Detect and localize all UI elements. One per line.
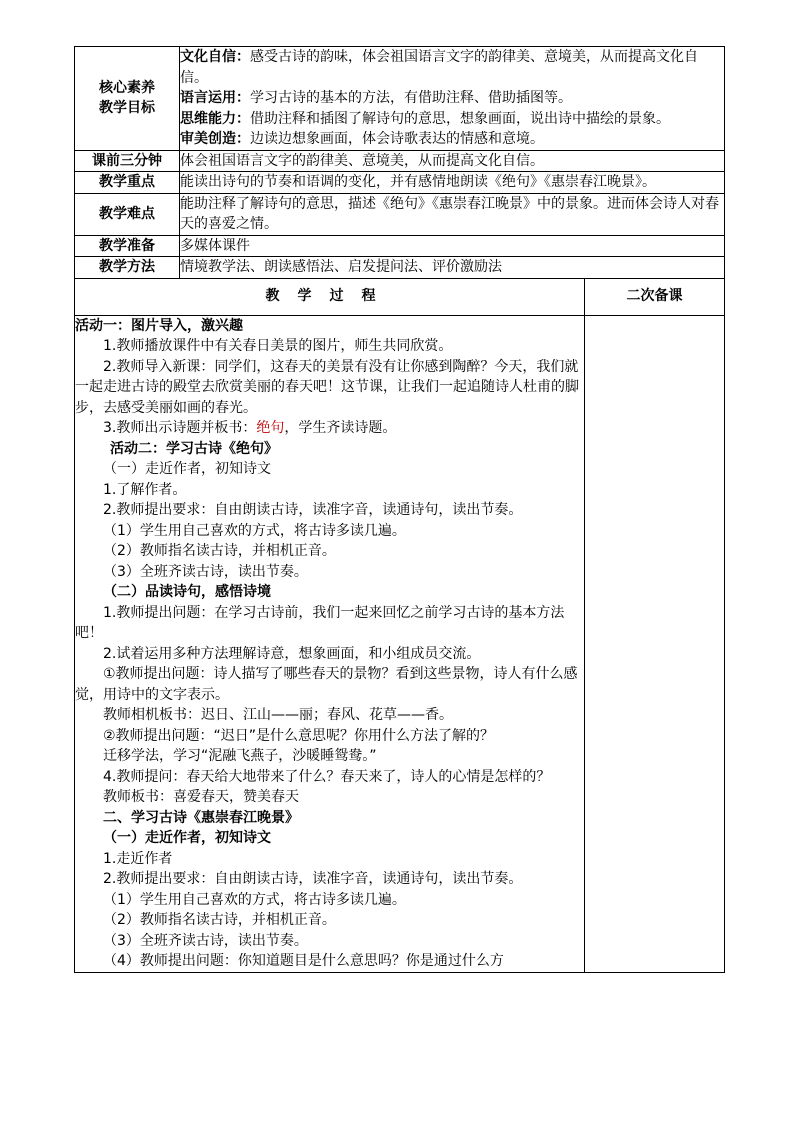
process-line: 迁移学法，学习“泥融飞燕子，沙暖睡鸳鸯。” <box>103 748 377 764</box>
process-line: 1.教师提出问题：在学习古诗前，我们一起来回忆之前学习古诗的基本方法吧！ <box>75 604 565 641</box>
key-points-content: 能读出诗句的节奏和语调的变化，并有感情地朗读《绝句》《惠崇春江晚景》。 <box>180 172 725 194</box>
process-line: 1.了解作者。 <box>103 481 187 498</box>
process-line: （2）教师指名读古诗，并相机正音。 <box>103 912 336 928</box>
goal-key: 思维能力： <box>180 110 250 127</box>
process-line: 2.试着运用多种方法理解诗意，想象画面，和小组成员交流。 <box>103 645 481 662</box>
goals-content <box>180 47 725 151</box>
process-line: （3）全班齐读古诗，读出节奏。 <box>103 932 308 949</box>
goal-value: 学习古诗的基本的方法，有借助注释、借助插图等。 <box>250 90 572 106</box>
key-points-label: 教学重点 <box>75 172 180 194</box>
goal-item <box>180 129 724 150</box>
pre-class-content: 体会祖国语言文字的韵律美、意境美，从而提高文化自信。 <box>180 150 725 172</box>
goal-item <box>180 47 724 88</box>
preparation-row <box>75 235 725 257</box>
process-body-row <box>75 315 725 972</box>
process-line: 教师板书：喜爱春天，赞美春天 <box>103 789 299 805</box>
process-line: 2.教师提出要求：自由朗读古诗，读准字音，读通诗句，读出节奏。 <box>103 502 523 518</box>
process-line: （2）教师指名读古诗，并相机正音。 <box>103 543 336 559</box>
method-label: 教学方法 <box>75 257 180 279</box>
activity-heading: 活动二：学习古诗《绝句》 <box>110 440 278 457</box>
goal-value: 感受古诗的韵味，体会祖国语言文字的韵律美、意境美，从而提高文化自信。 <box>180 49 698 86</box>
process-header-row <box>75 278 725 315</box>
key-points-row <box>75 172 725 194</box>
process-line <box>75 418 584 439</box>
activity-heading: 二、学习古诗《惠崇春江晚景》 <box>103 809 299 826</box>
process-line: 1.教师播放课件中有关春日美景的图片，师生共同欣赏。 <box>103 338 453 354</box>
goals-label <box>75 47 180 151</box>
process-text: 3.教师出示诗题并板书： <box>103 420 257 436</box>
goals-label-line2: 教学目标 <box>99 100 155 117</box>
process-line: ②教师提出问题：“迟日”是什么意思呢？你用什么方法了解的？ <box>103 727 495 744</box>
process-line: （1）学生用自己喜欢的方式，将古诗多读几遍。 <box>103 891 406 908</box>
process-title: 教学过程 <box>75 278 585 315</box>
preparation-content: 多媒体课件 <box>180 235 725 257</box>
process-line: （3）全班齐读古诗，读出节奏。 <box>103 563 308 580</box>
process-text: ，学生齐读诗题。 <box>284 420 397 436</box>
section-heading: （一）走近作者，初知诗文 <box>103 830 271 846</box>
process-line: 2.教师提出要求：自由朗读古诗，读准字音，读通诗句，读出节奏。 <box>103 871 523 887</box>
process-body <box>75 315 585 972</box>
notes-title: 二次备课 <box>585 278 725 315</box>
process-line: ①教师提出问题：诗人描写了哪些春天的景物？看到这些景物，诗人有什么感觉，用诗中的文字表示。 <box>75 666 578 703</box>
pre-class-row <box>75 150 725 172</box>
process-line: （4）教师提出问题：你知道题目是什么意思吗？你是通过什么方 <box>103 953 504 969</box>
goal-key: 审美创造： <box>180 131 250 147</box>
lesson-plan-table <box>74 46 725 973</box>
process-line: 1.走近作者 <box>103 850 173 867</box>
goal-item <box>180 88 724 109</box>
pre-class-label: 课前三分钟 <box>75 150 180 172</box>
section-heading: （一）走近作者，初知诗文 <box>103 461 271 477</box>
process-line: （1）学生用自己喜欢的方式，将古诗多读几遍。 <box>103 522 406 539</box>
difficulties-content: 能助注释了解诗句的意思，描述《绝句》《惠崇春江晚景》中的景象。进而体会诗人对春天的喜爱之情。 <box>180 193 725 235</box>
goal-key: 文化自信： <box>180 49 250 65</box>
goals-row <box>75 47 725 151</box>
board-title: 绝句 <box>256 420 285 436</box>
section-heading: （二）品读诗句，感悟诗境 <box>103 584 271 600</box>
difficulties-row <box>75 193 725 235</box>
method-row <box>75 257 725 279</box>
notes-column <box>585 315 725 972</box>
method-content: 情境教学法、朗读感悟法、启发提问法、评价激励法 <box>180 257 725 279</box>
goals-label-line1: 核心素养 <box>99 79 155 96</box>
preparation-label: 教学准备 <box>75 235 180 257</box>
goal-value: 边读边想象画面，体会诗歌表达的情感和意境。 <box>250 131 544 147</box>
goal-item <box>180 109 724 130</box>
activity-heading: 活动一：图片导入，激兴趣 <box>75 317 243 334</box>
difficulties-label: 教学难点 <box>75 193 180 235</box>
process-line: 2.教师导入新课：同学们，这春天的美景有没有让你感到陶醉？今天，我们就一起走进古诗的殿堂去欣赏美丽的春天吧！这节课，让我们一起追随诗人杜甫的脚步，去感受美丽如画的春光。 <box>75 358 579 416</box>
goal-value: 借助注释和插图了解诗句的意思，想象画面，说出诗中描绘的景象。 <box>250 110 670 127</box>
process-line: 教师相机板书：迟日、江山——丽；春风、花草——香。 <box>103 707 453 723</box>
process-line: 4.教师提问：春天给大地带来了什么？春天来了，诗人的心情是怎样的？ <box>103 768 551 785</box>
goal-key: 语言运用： <box>180 90 250 106</box>
